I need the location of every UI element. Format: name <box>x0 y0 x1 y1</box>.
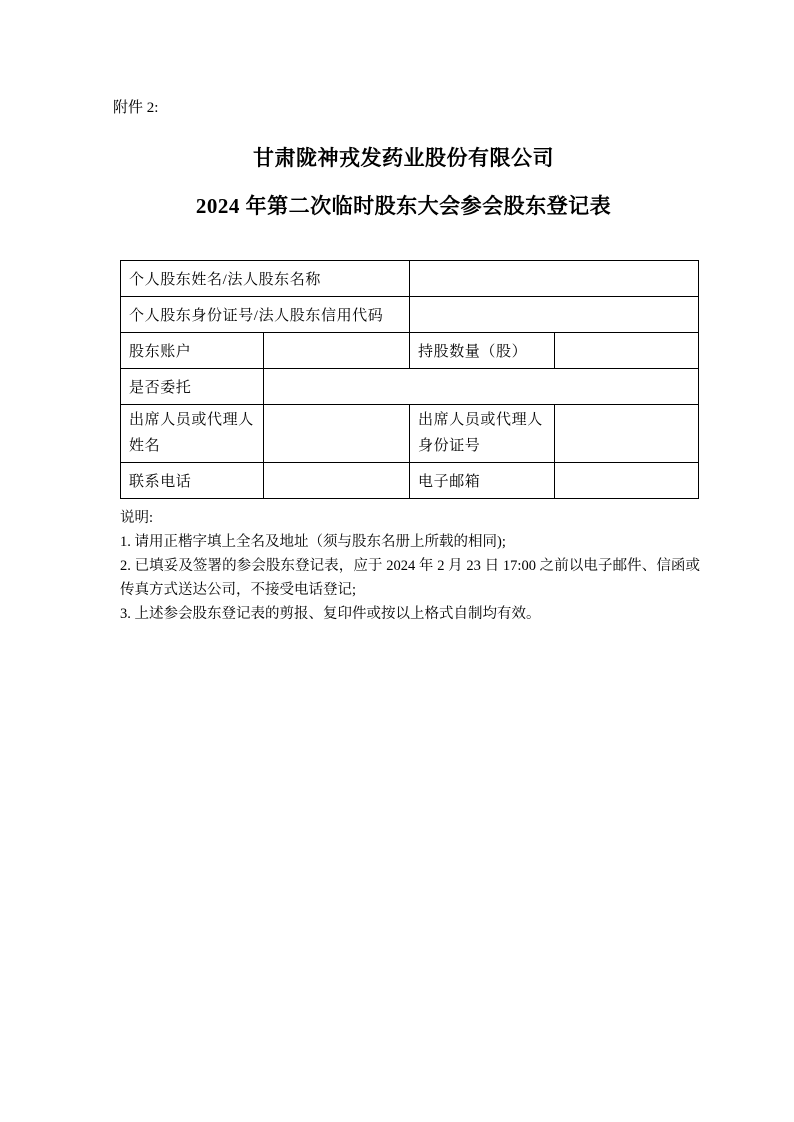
field-input-attendee-name[interactable] <box>264 405 410 463</box>
attachment-label: 附件 2: <box>113 100 159 116</box>
field-input-name[interactable] <box>410 261 699 297</box>
field-input-proxy[interactable] <box>264 369 699 405</box>
notes-section <box>120 507 700 627</box>
field-label-name: 个人股东姓名/法人股东名称 <box>121 261 410 297</box>
field-label-attendee-id: 出席人员或代理人身份证号 <box>410 405 555 463</box>
field-label-shares: 持股数量（股） <box>410 333 555 369</box>
table-row <box>121 462 699 498</box>
note-item: 2. 已填妥及签署的参会股东登记表，应于 2024 年 2 月 23 日 17:00 之前以电子邮件、信函或传真方式送达公司，不接受电话登记; <box>120 558 700 598</box>
field-input-email[interactable] <box>555 462 699 498</box>
note-item: 3. 上述参会股东登记表的剪报、复印件或按以上格式自制均有效。 <box>120 606 541 623</box>
field-input-account[interactable] <box>264 333 410 369</box>
field-label-account: 股东账户 <box>121 333 264 369</box>
field-label-attendee-name: 出席人员或代理人姓名 <box>121 405 264 463</box>
page-subtitle: 2024 年第二次临时股东大会参会股东登记表 <box>195 194 612 218</box>
table-row <box>121 261 699 297</box>
field-label-email: 电子邮箱 <box>410 462 555 498</box>
note-item: 1. 请用正楷字填上全名及地址（须与股东名册上所载的相同); <box>120 533 506 550</box>
page-title: 甘肃陇神戎发药业股份有限公司 <box>253 146 554 170</box>
field-input-id[interactable] <box>410 297 699 333</box>
table-row <box>121 405 699 463</box>
field-label-proxy: 是否委托 <box>121 369 264 405</box>
notes-heading: 说明: <box>120 509 154 526</box>
table-row <box>121 333 699 369</box>
shareholder-registration-table <box>120 260 699 499</box>
table-row <box>121 297 699 333</box>
field-input-shares[interactable] <box>555 333 699 369</box>
field-input-attendee-id[interactable] <box>555 405 699 463</box>
field-label-phone: 联系电话 <box>121 462 264 498</box>
field-input-phone[interactable] <box>264 462 410 498</box>
field-label-id: 个人股东身份证号/法人股东信用代码 <box>121 297 410 333</box>
table-row <box>121 369 699 405</box>
